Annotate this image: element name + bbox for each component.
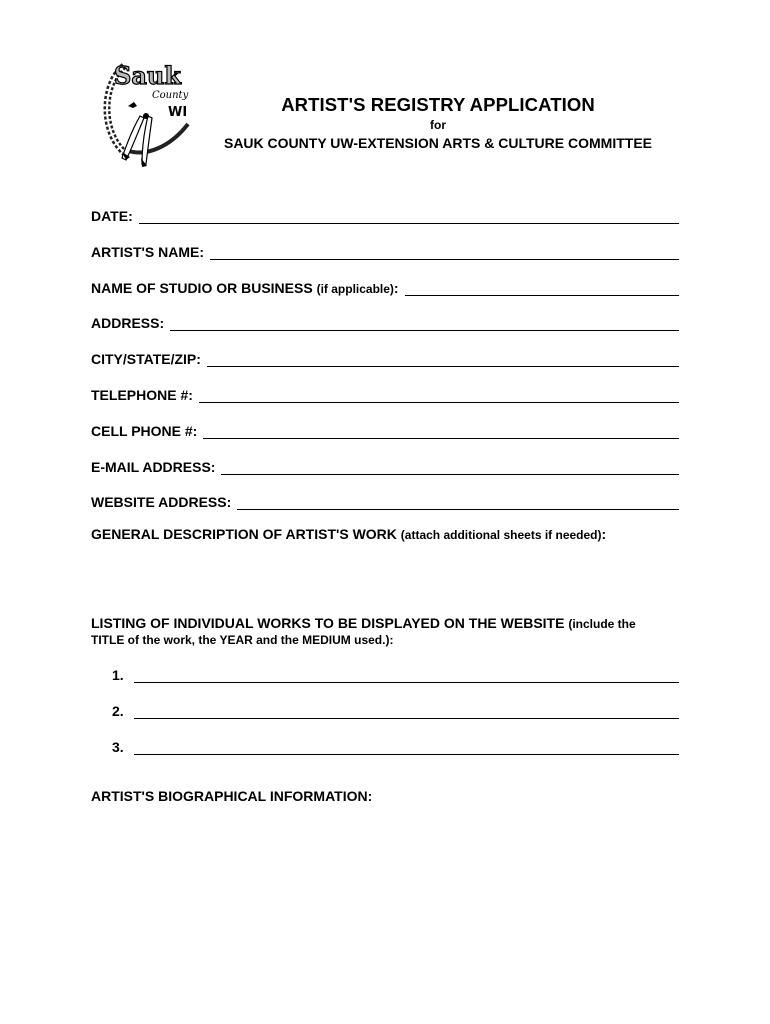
work-item-number: 1.: [112, 667, 124, 683]
work-item-2: [112, 699, 679, 719]
work-item-number: 3.: [112, 739, 124, 755]
email-row: [91, 455, 679, 475]
work-item-2-field[interactable]: [134, 704, 679, 719]
committee-subtitle: SAUK COUNTY UW-EXTENSION ARTS & CULTURE COMMITTEE: [223, 135, 652, 151]
studio-label: NAME OF STUDIO OR BUSINESS (if applicable):: [91, 280, 399, 296]
studio-field[interactable]: [405, 281, 679, 296]
date-label: DATE:: [91, 208, 133, 224]
cell-row: [91, 419, 679, 439]
address-label: ADDRESS:: [91, 315, 165, 331]
date-field[interactable]: [139, 209, 679, 224]
telephone-label: TELEPHONE #:: [91, 387, 193, 403]
form-title-block: [0, 94, 770, 116]
artist-name-field[interactable]: [210, 245, 679, 260]
address-row: [91, 311, 679, 331]
telephone-row: [91, 383, 679, 403]
work-item-1: [112, 663, 679, 683]
telephone-field[interactable]: [199, 388, 679, 403]
artist-name-label: ARTIST'S NAME:: [91, 244, 204, 260]
work-item-1-field[interactable]: [134, 668, 679, 683]
listing-heading: LISTING OF INDIVIDUAL WORKS TO BE DISPLAYED ON THE WEBSITE (include the TITLE of the work, the YEAR and the MEDIUM used.):: [91, 615, 636, 647]
description-heading: GENERAL DESCRIPTION OF ARTIST'S WORK (attach additional sheets if needed):: [91, 526, 607, 542]
city-label: CITY/STATE/ZIP:: [91, 351, 201, 367]
city-row: [91, 347, 679, 367]
website-row: [91, 490, 679, 510]
email-field[interactable]: [221, 460, 679, 475]
website-field[interactable]: [237, 495, 679, 510]
work-item-3-field[interactable]: [134, 740, 679, 755]
svg-text:Sauk: Sauk: [114, 61, 181, 90]
svg-text:WI: WI: [168, 105, 188, 120]
for-label: for: [430, 118, 446, 132]
website-label: WEBSITE ADDRESS:: [91, 494, 232, 510]
email-label: E-MAIL ADDRESS:: [91, 459, 216, 475]
city-field[interactable]: [207, 352, 679, 367]
artist-name-row: [91, 240, 679, 260]
cell-label: CELL PHONE #:: [91, 423, 198, 439]
studio-row: [91, 276, 679, 296]
work-item-3: [112, 735, 679, 755]
date-row: [91, 204, 679, 224]
form-title: ARTIST'S REGISTRY APPLICATION: [281, 94, 595, 115]
work-item-number: 2.: [112, 703, 124, 719]
cell-field[interactable]: [203, 424, 679, 439]
bio-heading: ARTIST'S BIOGRAPHICAL INFORMATION:: [91, 788, 373, 804]
address-field[interactable]: [170, 316, 679, 331]
svg-text:County: County: [152, 90, 189, 101]
